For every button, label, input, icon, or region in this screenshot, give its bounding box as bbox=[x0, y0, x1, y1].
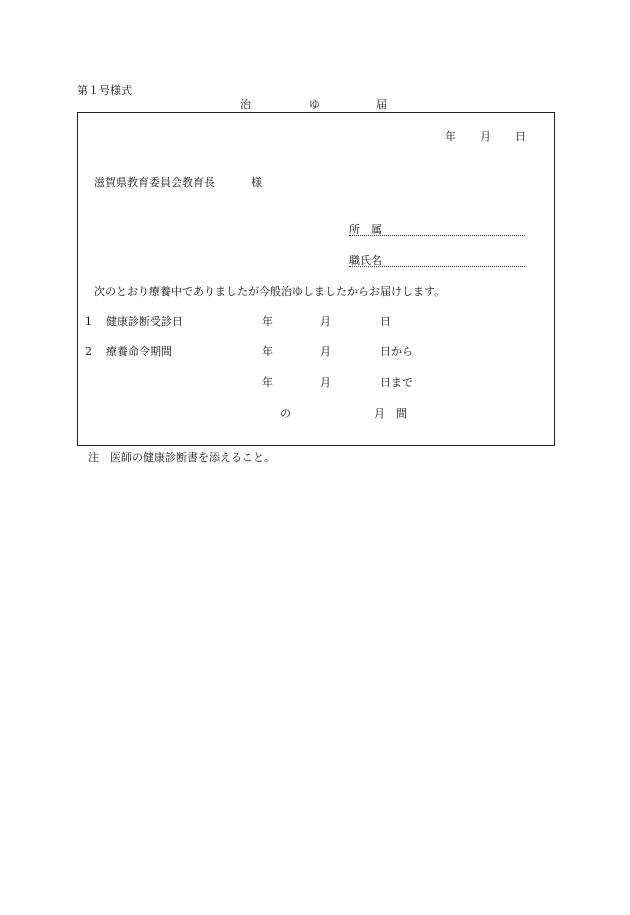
form-number: 第１号様式 bbox=[77, 84, 132, 97]
item-2-to-year: 年 bbox=[262, 376, 273, 389]
form-frame bbox=[77, 112, 555, 446]
date-day: 日 bbox=[515, 130, 526, 143]
item-1-month: 月 bbox=[320, 315, 331, 328]
item-2-duration-months: 月 間 bbox=[374, 407, 407, 420]
addressee-name: 滋賀県教育委員会教育長 bbox=[94, 176, 215, 189]
name-label: 職氏名 bbox=[349, 254, 382, 267]
affiliation-label: 所 属 bbox=[349, 223, 382, 236]
name-field[interactable] bbox=[349, 266, 525, 267]
item-2-label: 療養命令期間 bbox=[106, 345, 172, 358]
affiliation-field[interactable] bbox=[349, 235, 525, 236]
date-year: 年 bbox=[445, 130, 456, 143]
title-char-2: ゆ bbox=[309, 98, 320, 111]
item-2-number: 2 bbox=[85, 345, 92, 358]
title-char-3: 届 bbox=[376, 98, 387, 111]
item-2-from-year: 年 bbox=[262, 345, 273, 358]
item-2-to-month: 月 bbox=[320, 376, 331, 389]
item-2-from-day: 日から bbox=[380, 345, 413, 358]
item-1-year: 年 bbox=[262, 315, 273, 328]
date-month: 月 bbox=[480, 130, 491, 143]
footnote: 注 医師の健康診断書を添えること。 bbox=[88, 451, 275, 464]
item-2-duration-no: の bbox=[280, 407, 291, 420]
item-1-label: 健康診断受診日 bbox=[106, 315, 183, 328]
statement-text: 次のとおり療養中でありましたが今般治ゆしましたからお届けします。 bbox=[94, 285, 446, 298]
item-2-to-day: 日まで bbox=[380, 376, 413, 389]
title-char-1: 治 bbox=[240, 98, 251, 111]
item-1-day: 日 bbox=[380, 315, 391, 328]
addressee-honorific: 様 bbox=[251, 176, 262, 189]
item-1-number: 1 bbox=[85, 315, 92, 328]
item-2-from-month: 月 bbox=[320, 345, 331, 358]
